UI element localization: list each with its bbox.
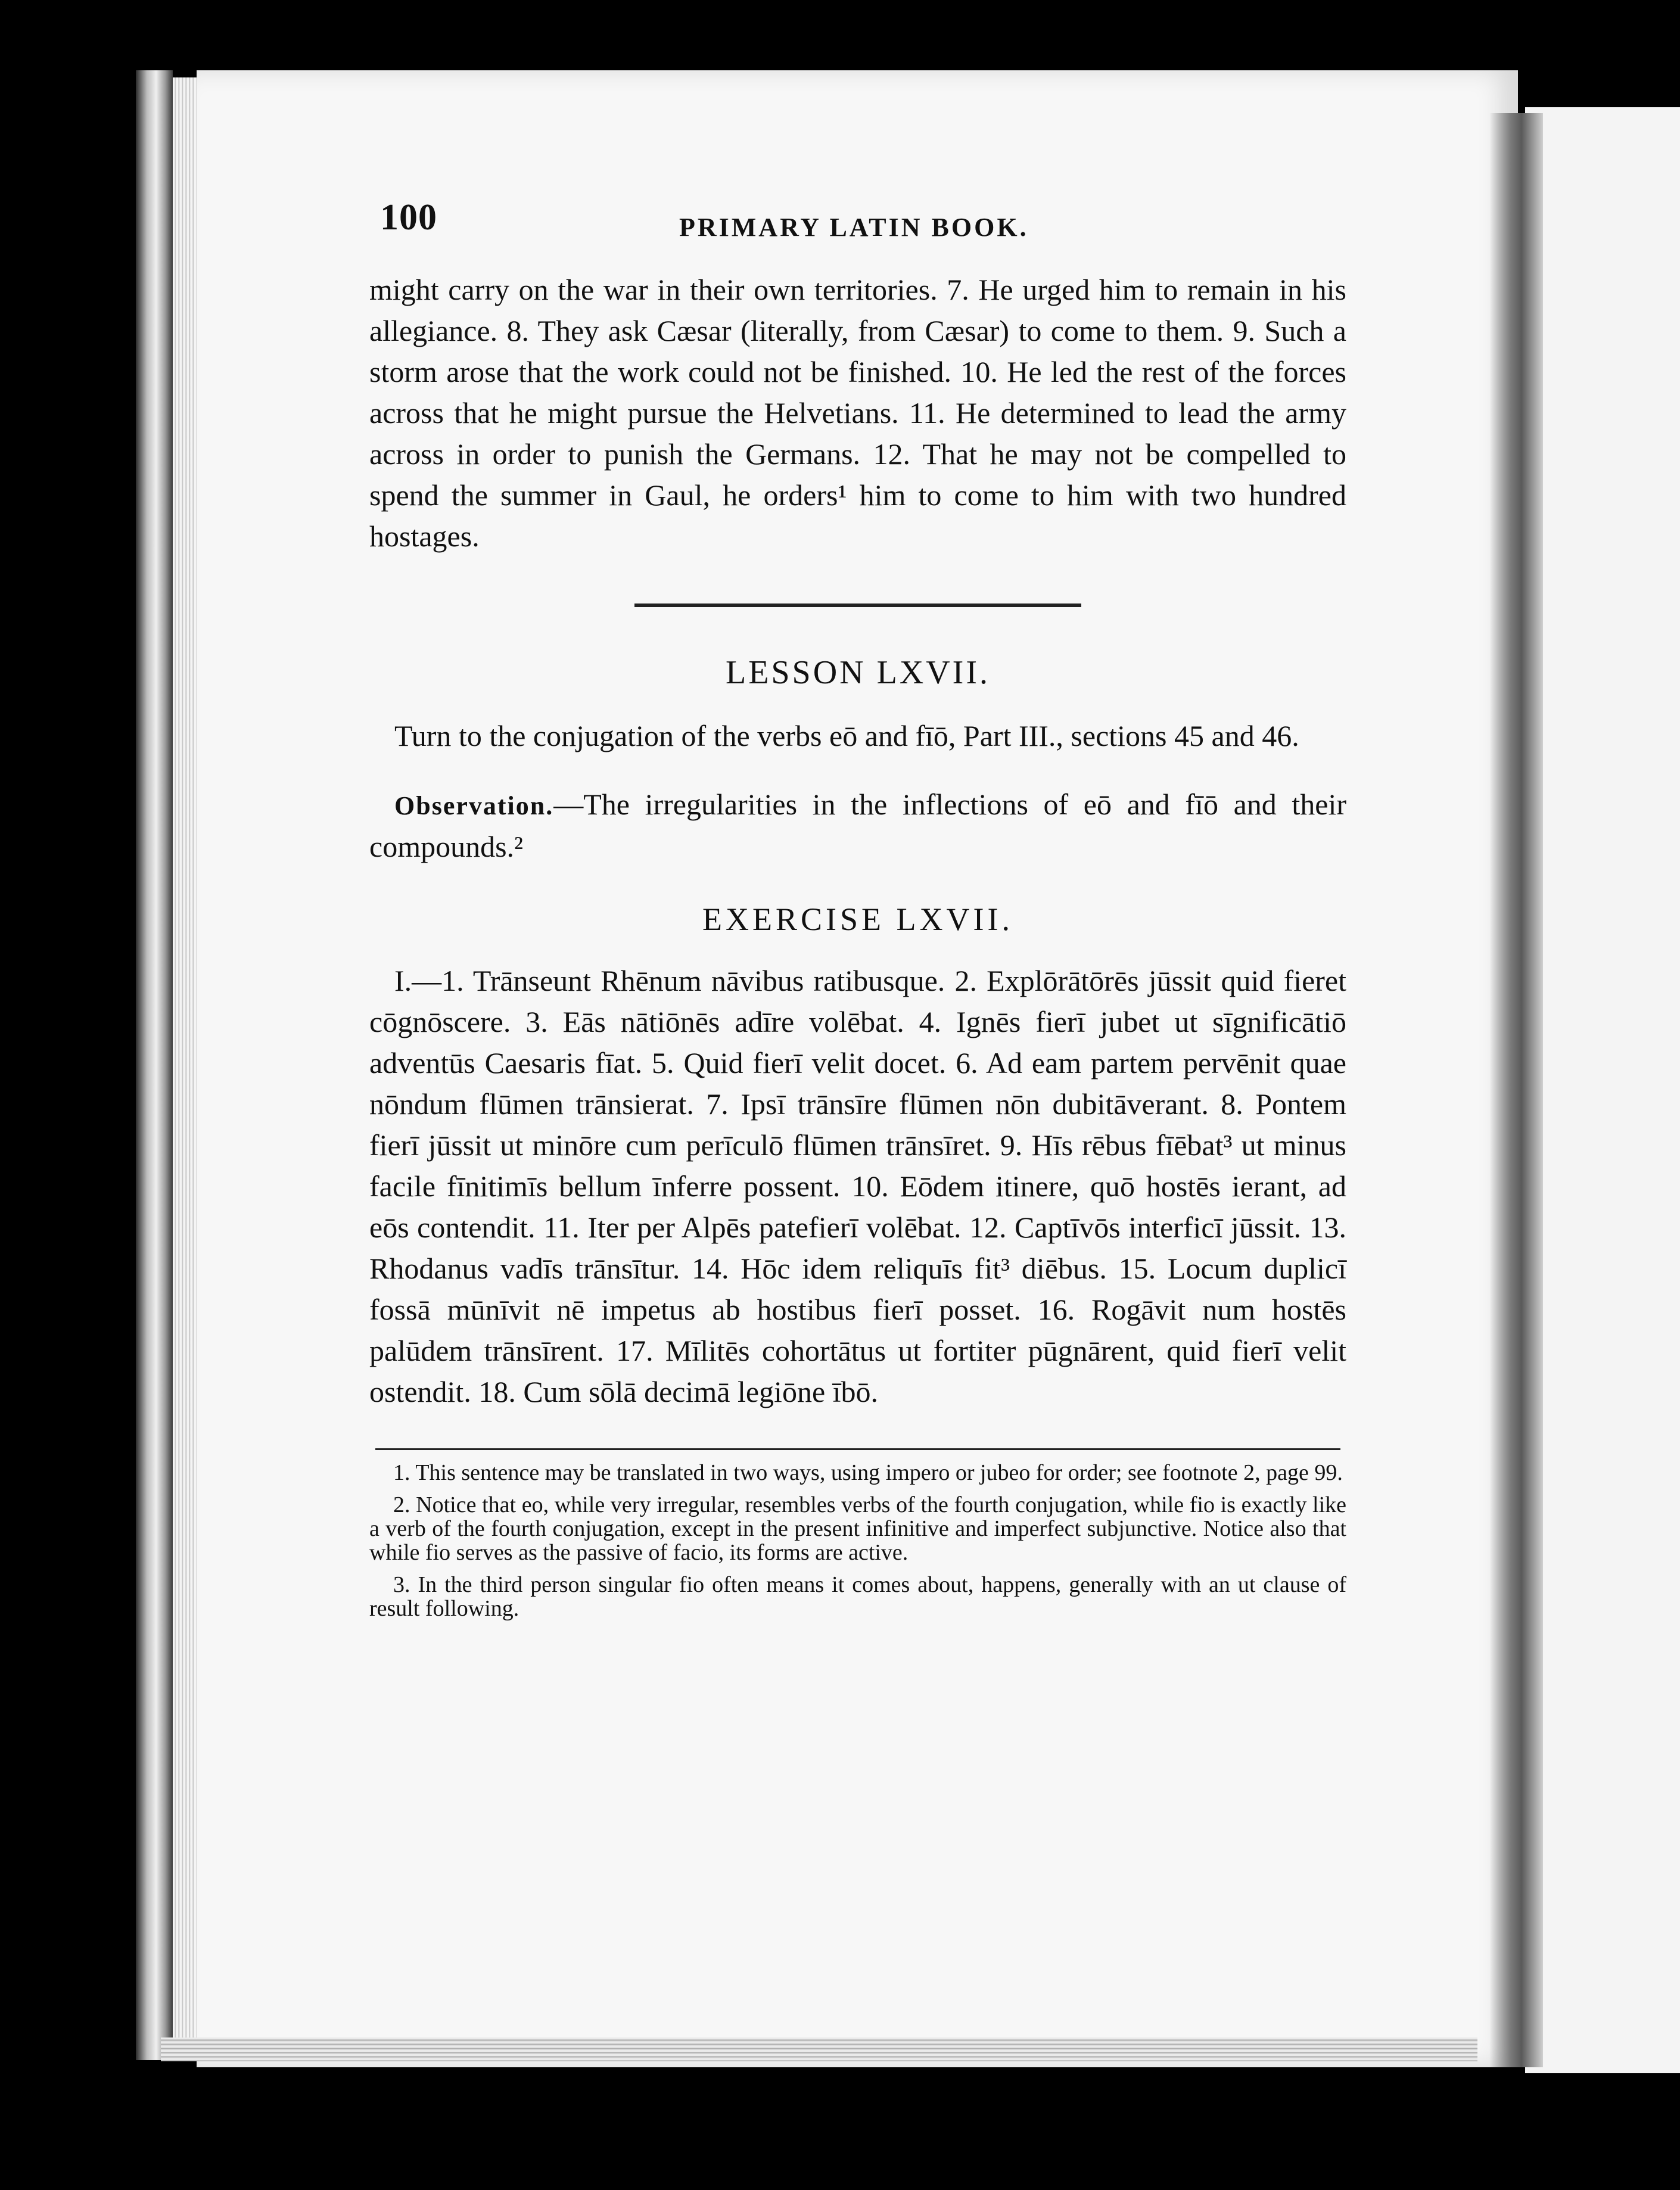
lesson-instruction: Turn to the conjugation of the verbs eō and fīō, Part III., sections 45 and 46.	[394, 719, 1299, 752]
page-number: 100	[380, 197, 437, 238]
observation-text: —The irregularities in the inflections of eō and fīō and their compounds.²	[369, 788, 1346, 863]
gutter-shadow	[1489, 113, 1543, 2067]
footnote-2: 2. Notice that eo, while very irregular, resembles verbs of the fourth conjugation, while fio is exactly like a verb of the fourth conjugation, except in the present infinitive and imperfect subjunctive. Notice also that while fio serves as the passive of facio, its forms are active.	[369, 1492, 1346, 1565]
lesson-heading: LESSON LXVII.	[726, 654, 990, 691]
book-spine	[136, 70, 173, 2060]
observation-paragraph	[369, 784, 1346, 867]
page-bottom-edge	[161, 2037, 1477, 2061]
footnotes	[369, 1461, 1346, 1620]
footnote-divider	[375, 1448, 1340, 1450]
exercise-heading: EXERCISE LXVII.	[702, 901, 1013, 937]
footnote-3: 3. In the third person singular fio often means it comes about, happens, generally with an ut clause of result following.	[369, 1572, 1346, 1621]
exercise-text: I.—1. Trānseunt Rhēnum nāvibus ratibusque. 2. Explōrātōrēs jūssit quid fieret cōgnōscere. 3. Eās nātiōnēs adīre volēbat. 4. Ignēs fierī jubet ut sīgnificātiō adventūs Caesaris fīat. 5. Quid fierī velit docet. 6. Ad eam partem pervēnit quae nōndum flūmen trānsierat. 7. Ipsī trānsīre flūmen nōn dubitāverant. 8. Pontem fierī jūssit ut minōre cum perīculō flūmen trānsīret. 9. Hīs rēbus fīēbat³ ut minus facile fīnitimīs bellum īnferre possent. 10. Eōdem itinere, quō hostēs ierant, ad eōs contendit. 11. Iter per Alpēs patefierī volēbat. 12. Captīvōs interficī jūssit. 13. Rhodanus vadīs trānsītur. 14. Hōc idem reliquīs fit³ diēbus. 15. Locum duplicī fossā mūnīvit nē impetus ab hostibus fierī posset. 16. Rogāvit num hostēs palūdem trānsīrent. 17. Mīlitēs cohortātus ut fortiter pūgnārent, quid fierī velit ostendit. 18. Cum sōlā decimā legiōne ībō.	[369, 964, 1346, 1408]
page-content	[369, 197, 1346, 1629]
book-title: PRIMARY LATIN BOOK.	[679, 213, 1029, 242]
page-edges	[173, 77, 197, 2055]
observation-label: Observation.	[394, 791, 554, 820]
running-head	[369, 197, 1346, 244]
facing-page	[1525, 107, 1680, 2073]
footnote-1: 1. This sentence may be translated in two ways, using impero or jubeo for order; see footnote 2, page 99.	[393, 1460, 1343, 1485]
section-divider	[634, 604, 1081, 607]
top-paragraph: might carry on the war in their own territories. 7. He urged him to remain in his allegiance. 8. They ask Cæsar (literally, from Cæsar) to come to them. 9. Such a storm arose that the work could not be finished. 10. He led the rest of the forces across that he might pursue the Helvetians. 11. He determined to lead the army across in order to punish the Germans. 12. That he may not be compelled to spend the summer in Gaul, he orders¹ him to come to him with two hundred hostages.	[369, 273, 1346, 553]
